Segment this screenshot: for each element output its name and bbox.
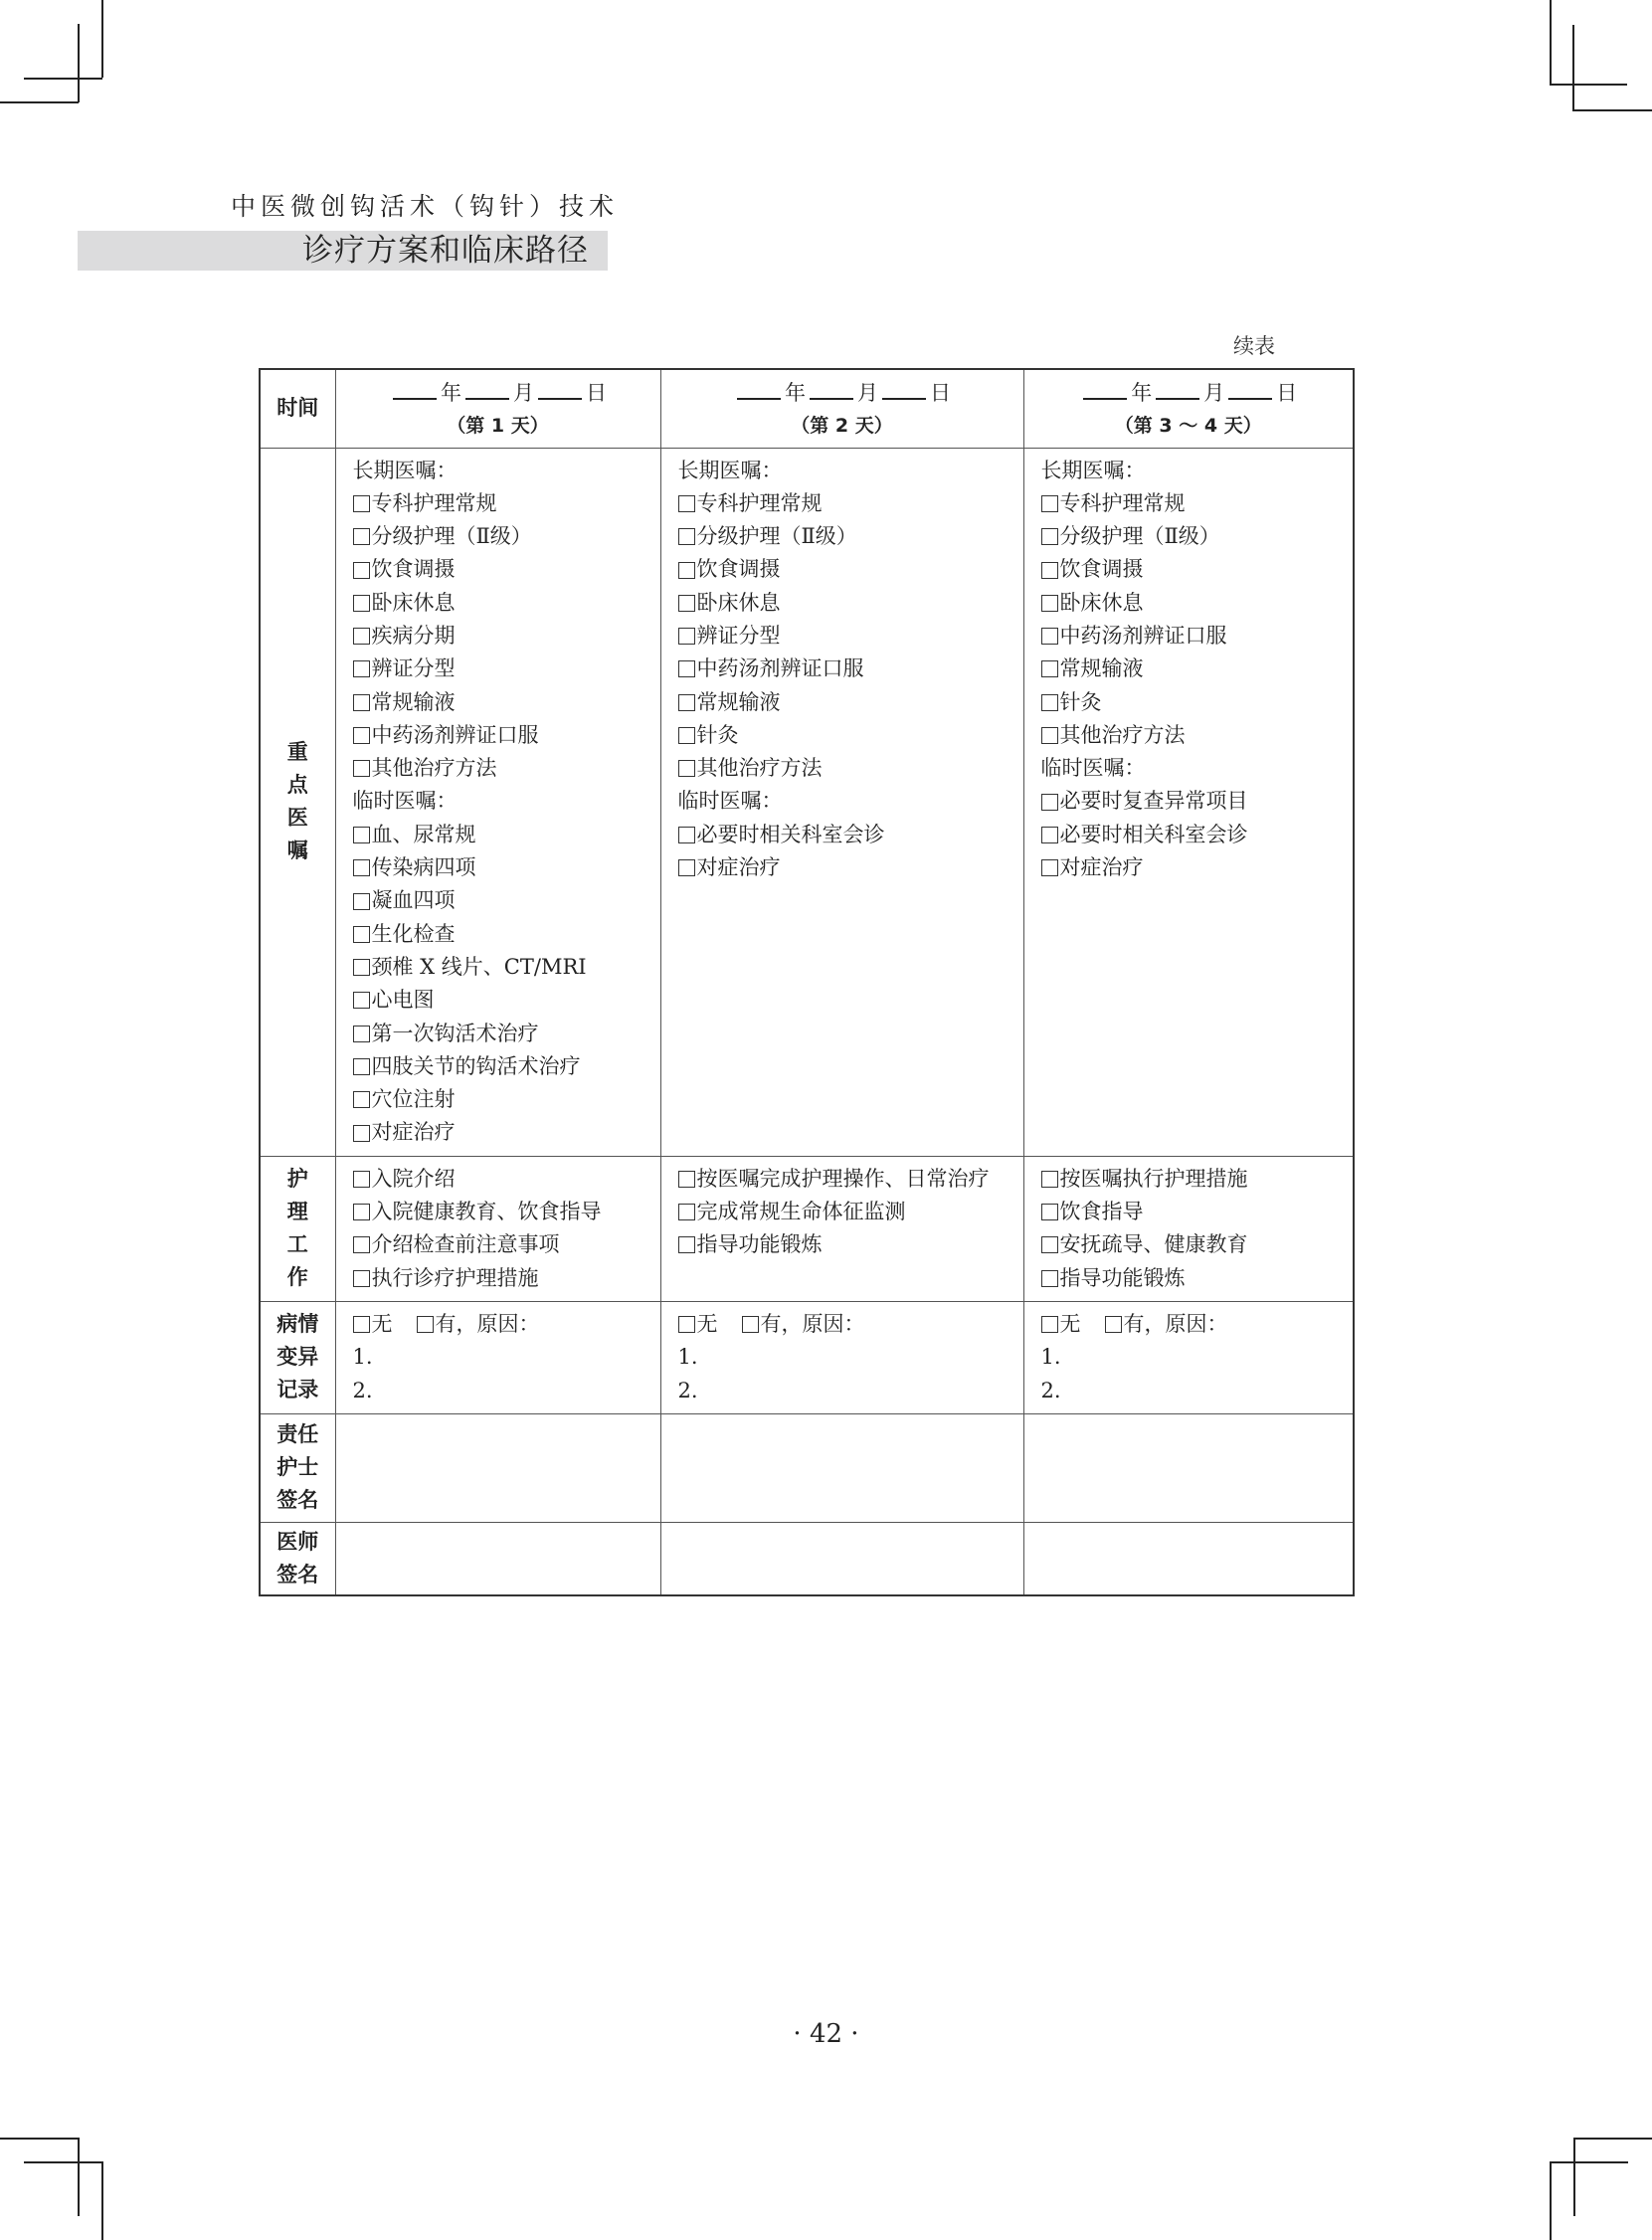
section-heading-label: 长期医嘱：	[352, 458, 458, 482]
nurse-signature-day2[interactable]	[660, 1413, 1023, 1522]
checkbox[interactable]	[353, 694, 370, 711]
checklist-item[interactable]	[353, 1116, 660, 1149]
checklist-item[interactable]	[1041, 553, 1354, 586]
checklist-item[interactable]	[353, 520, 660, 553]
checkbox[interactable]	[353, 959, 370, 976]
checkbox[interactable]	[678, 827, 695, 843]
checklist-item-label: 入院介绍	[371, 1166, 456, 1191]
checklist-item[interactable]	[1041, 686, 1354, 719]
checklist-item-label: 分级护理（Ⅱ级）	[696, 524, 857, 549]
row-label-part: 病情	[276, 1312, 319, 1337]
doctor-signature-day1[interactable]	[335, 1522, 660, 1595]
checkbox[interactable]	[1041, 562, 1058, 579]
checkbox[interactable]	[353, 827, 370, 843]
checkbox[interactable]	[678, 859, 695, 876]
variance-reason-line[interactable]: 2.	[677, 1378, 698, 1402]
day-blank[interactable]	[1228, 376, 1272, 400]
checklist-item[interactable]	[1041, 587, 1354, 620]
row-label-part: 变异	[276, 1345, 319, 1370]
checkbox[interactable]	[353, 1058, 370, 1075]
checkbox[interactable]	[353, 760, 370, 777]
checklist-item-label: 针灸	[696, 722, 739, 747]
checklist-item-label: 辨证分型	[696, 623, 781, 648]
year-blank[interactable]	[737, 376, 781, 400]
checklist-item-label: 心电图	[371, 988, 435, 1013]
checklist-item-label: 疾病分期	[371, 623, 456, 648]
checklist-item-label: 指导功能锻炼	[1059, 1265, 1186, 1290]
key-orders-day2	[660, 448, 1023, 1156]
checklist-item-label: 入院健康教育、饮食指导	[371, 1200, 602, 1224]
checklist-item[interactable]	[678, 520, 1023, 553]
checkbox[interactable]	[1041, 827, 1058, 843]
option-none-label: 无	[371, 1311, 393, 1336]
checklist-item[interactable]	[1041, 1163, 1354, 1196]
checklist-item[interactable]	[678, 587, 1023, 620]
checkbox[interactable]	[353, 1204, 370, 1220]
checkbox[interactable]	[678, 760, 695, 777]
checklist-item[interactable]	[678, 719, 1023, 752]
variance-reason-line[interactable]: 2.	[1040, 1378, 1061, 1402]
checkbox[interactable]	[353, 992, 370, 1009]
row-label-part: 作	[286, 1265, 308, 1290]
checkbox[interactable]	[1041, 660, 1058, 677]
date-header-day2: 年 月 日 （第 2 天）	[660, 369, 1023, 448]
checkbox[interactable]	[353, 1026, 370, 1042]
checklist-item-label: 必要时相关科室会诊	[696, 822, 885, 846]
checkbox[interactable]	[353, 628, 370, 645]
checklist-item-label: 必要时复查异常项目	[1059, 789, 1248, 814]
key-orders-label	[260, 448, 335, 1156]
key-orders-day3-4	[1023, 448, 1354, 1156]
checkbox[interactable]	[353, 859, 370, 876]
checklist-item[interactable]	[353, 984, 660, 1017]
checklist-item-label: 辨证分型	[371, 656, 456, 681]
checklist-item[interactable]	[353, 1083, 660, 1116]
checklist-item-label: 饮食调摄	[696, 557, 781, 582]
checklist-item-label: 颈椎 X 线片、CT/MRI	[371, 954, 587, 979]
checklist-item-label: 专科护理常规	[371, 490, 497, 515]
variance-reason-line[interactable]: 1.	[352, 1345, 373, 1370]
section-heading-label: 长期医嘱：	[1040, 458, 1146, 482]
row-label-part: 护士	[276, 1455, 319, 1480]
section-heading	[1041, 455, 1354, 487]
key-orders-row	[260, 448, 1354, 1156]
checkbox[interactable]	[1041, 859, 1058, 876]
checklist-item[interactable]	[1041, 487, 1354, 520]
checklist-item[interactable]	[353, 653, 660, 685]
checkbox[interactable]	[678, 595, 695, 612]
checklist-item[interactable]	[678, 1228, 1023, 1261]
checklist-item[interactable]	[353, 752, 660, 785]
section-heading	[1041, 752, 1354, 785]
section-heading	[678, 455, 1023, 487]
checkbox[interactable]	[678, 528, 695, 545]
checklist-item-label: 介绍检查前注意事项	[371, 1232, 560, 1257]
option-yes-label: 有，原因：	[435, 1311, 540, 1336]
checkbox[interactable]	[353, 1171, 370, 1188]
nursing-work-row	[260, 1156, 1354, 1301]
day-blank[interactable]	[538, 376, 582, 400]
month-blank[interactable]	[810, 376, 853, 400]
checklist-item-label: 卧床休息	[1059, 590, 1144, 615]
checkbox[interactable]	[1041, 495, 1058, 512]
checkbox[interactable]	[678, 660, 695, 677]
month-blank[interactable]	[1156, 376, 1199, 400]
day-blank[interactable]	[882, 376, 926, 400]
day-label: （第 1 天）	[447, 415, 549, 437]
checkbox-yes[interactable]	[417, 1316, 434, 1333]
checklist-item-label: 凝血四项	[371, 888, 456, 913]
checklist-item[interactable]	[678, 620, 1023, 653]
nursing-work-label	[260, 1156, 335, 1301]
row-label-part: 签名	[276, 1563, 319, 1587]
variance-day2	[660, 1301, 1023, 1413]
checkbox[interactable]	[353, 495, 370, 512]
doctor-signature-day2[interactable]	[660, 1522, 1023, 1595]
checklist-item[interactable]	[678, 1163, 1023, 1196]
variance-reason-line[interactable]: 1.	[677, 1345, 698, 1370]
checkbox-none[interactable]	[678, 1316, 695, 1333]
checklist-item-label: 穴位注射	[371, 1087, 456, 1112]
section-title: 诊疗方案和临床路径	[302, 233, 589, 269]
nurse-signature-label	[260, 1413, 335, 1522]
nurse-signature-day1[interactable]	[335, 1413, 660, 1522]
checkbox[interactable]	[1041, 595, 1058, 612]
checklist-item[interactable]	[678, 752, 1023, 785]
checklist-item-label: 执行诊疗护理措施	[371, 1265, 539, 1290]
checklist-item[interactable]	[678, 653, 1023, 685]
checkbox[interactable]	[1041, 727, 1058, 744]
option-yes-label: 有，原因：	[760, 1311, 865, 1336]
checklist-item-label: 常规输液	[1059, 656, 1144, 681]
checkbox[interactable]	[353, 1236, 370, 1253]
checklist-item[interactable]	[1041, 1228, 1354, 1261]
checklist-item[interactable]	[353, 851, 660, 884]
row-label-part: 医	[286, 806, 308, 831]
checklist-item[interactable]	[1041, 785, 1354, 818]
checklist-item-label: 中药汤剂辨证口服	[1059, 623, 1227, 648]
variance-options	[1041, 1308, 1354, 1341]
continued-label: 续表	[1233, 334, 1275, 358]
day-label: （第 2 天）	[791, 415, 893, 437]
checklist-item-label: 安抚疏导、健康教育	[1059, 1232, 1248, 1257]
month-blank[interactable]	[465, 376, 509, 400]
checklist-item-label: 按医嘱完成护理操作、日常治疗	[696, 1166, 990, 1191]
row-label-part: 责任	[276, 1422, 319, 1447]
checkbox[interactable]	[353, 926, 370, 943]
nursing-day2	[660, 1156, 1023, 1301]
checklist-item[interactable]	[678, 819, 1023, 851]
checklist-item-label: 常规输液	[696, 689, 781, 714]
checklist-item-label: 针灸	[1059, 689, 1102, 714]
checkbox[interactable]	[1041, 628, 1058, 645]
checklist-item[interactable]	[678, 851, 1023, 884]
year-blank[interactable]	[393, 376, 437, 400]
option-yes-label: 有，原因：	[1123, 1311, 1228, 1336]
checklist-item-label: 专科护理常规	[696, 490, 823, 515]
variance-reason-line[interactable]: 2.	[352, 1378, 373, 1402]
year-blank[interactable]	[1083, 376, 1127, 400]
variance-record-label	[260, 1301, 335, 1413]
checklist-item[interactable]	[353, 553, 660, 586]
checklist-item-label: 卧床休息	[371, 590, 456, 615]
doctor-signature-label	[260, 1522, 335, 1595]
checklist-item[interactable]	[353, 951, 660, 984]
key-orders-day1	[335, 448, 660, 1156]
checkbox[interactable]	[1041, 1270, 1058, 1287]
checklist-item-label: 生化检查	[371, 921, 456, 946]
checkbox[interactable]	[1041, 1204, 1058, 1220]
variance-day3-4	[1023, 1301, 1354, 1413]
checklist-item-label: 其他治疗方法	[1059, 722, 1186, 747]
checkbox-yes[interactable]	[1105, 1316, 1122, 1333]
checkbox[interactable]	[678, 628, 695, 645]
checkbox-none[interactable]	[353, 1316, 370, 1333]
section-heading-label: 临时医嘱：	[1040, 756, 1146, 781]
section-heading-label: 临时医嘱：	[352, 789, 458, 814]
header-row	[260, 369, 1354, 448]
section-heading	[353, 785, 660, 818]
section-heading	[353, 455, 660, 487]
day-label: （第 3 ～ 4 天）	[1114, 415, 1262, 437]
checkbox[interactable]	[1041, 1236, 1058, 1253]
nurse-signature-row	[260, 1413, 1354, 1522]
checklist-item-label: 专科护理常规	[1059, 490, 1186, 515]
checkbox[interactable]	[353, 660, 370, 677]
variance-record-row	[260, 1301, 1354, 1413]
checklist-item[interactable]	[353, 620, 660, 653]
checkbox[interactable]	[678, 727, 695, 744]
checklist-item-label: 对症治疗	[371, 1120, 456, 1145]
doctor-signature-day3-4[interactable]	[1023, 1522, 1354, 1595]
checkbox-none[interactable]	[1041, 1316, 1058, 1333]
page-number: · 42 ·	[793, 2019, 859, 2049]
checklist-item-label: 其他治疗方法	[371, 756, 497, 781]
date-header-day1: 年 月 日 （第 1 天）	[335, 369, 660, 448]
checklist-item-label: 分级护理（Ⅱ级）	[371, 524, 532, 549]
checklist-item-label: 第一次钩活术治疗	[371, 1021, 539, 1045]
checklist-item[interactable]	[353, 587, 660, 620]
checklist-item[interactable]	[1041, 520, 1354, 553]
checklist-item-label: 中药汤剂辨证口服	[696, 656, 864, 681]
checklist-item[interactable]	[1041, 620, 1354, 653]
checkbox[interactable]	[353, 1270, 370, 1287]
row-label-part: 医师	[276, 1530, 319, 1555]
checklist-item-label: 传染病四项	[371, 855, 476, 880]
checkbox[interactable]	[1041, 794, 1058, 811]
section-heading	[678, 785, 1023, 818]
checklist-item[interactable]	[353, 1163, 660, 1196]
checklist-item-label: 对症治疗	[696, 855, 781, 880]
checklist-item-label: 饮食调摄	[1059, 557, 1144, 582]
checklist-item[interactable]	[353, 1228, 660, 1261]
checklist-item-label: 指导功能锻炼	[696, 1232, 823, 1257]
row-label-part: 工	[286, 1232, 308, 1257]
option-none-label: 无	[1059, 1311, 1081, 1336]
checklist-item[interactable]	[678, 487, 1023, 520]
checklist-item-label: 血、尿常规	[371, 822, 476, 846]
checkbox[interactable]	[1041, 694, 1058, 711]
option-none-label: 无	[696, 1311, 718, 1336]
checkbox[interactable]	[678, 1236, 695, 1253]
checkbox[interactable]	[353, 562, 370, 579]
checklist-item-label: 其他治疗方法	[696, 756, 823, 781]
checklist-item-label: 必要时相关科室会诊	[1059, 822, 1248, 846]
checklist-item[interactable]	[353, 1018, 660, 1050]
date-header-day3-4: 年 月 日 （第 3 ～ 4 天）	[1023, 369, 1354, 448]
checkbox[interactable]	[353, 727, 370, 744]
checklist-item[interactable]	[678, 553, 1023, 586]
checkbox[interactable]	[353, 893, 370, 910]
variance-options	[353, 1308, 660, 1341]
row-label-part: 签名	[276, 1488, 319, 1513]
checklist-item-label: 对症治疗	[1059, 855, 1144, 880]
checklist-item[interactable]	[353, 918, 660, 951]
checkbox[interactable]	[353, 595, 370, 612]
checklist-item-label: 常规输液	[371, 689, 456, 714]
checklist-item[interactable]	[1041, 851, 1354, 884]
variance-reason-line[interactable]: 1.	[1040, 1345, 1061, 1370]
checklist-item[interactable]	[353, 819, 660, 851]
row-label-part: 重	[286, 740, 308, 765]
checklist-item-label: 四肢关节的钩活术治疗	[371, 1053, 581, 1078]
checkbox[interactable]	[678, 1204, 695, 1220]
row-label-part: 护	[286, 1167, 308, 1192]
checklist-item-label: 完成常规生命体征监测	[696, 1200, 906, 1224]
checklist-item-label: 卧床休息	[696, 590, 781, 615]
checkbox-yes[interactable]	[742, 1316, 759, 1333]
checklist-item[interactable]	[1041, 719, 1354, 752]
variance-day1	[335, 1301, 660, 1413]
time-label: 时间	[260, 369, 335, 448]
checkbox[interactable]	[353, 528, 370, 545]
nurse-signature-day3-4[interactable]	[1023, 1413, 1354, 1522]
variance-options	[678, 1308, 1023, 1341]
row-label-part: 记录	[276, 1378, 319, 1402]
checkbox[interactable]	[678, 562, 695, 579]
checkbox[interactable]	[678, 495, 695, 512]
checklist-item[interactable]	[678, 1196, 1023, 1228]
checklist-item[interactable]	[353, 1262, 660, 1295]
nursing-day1	[335, 1156, 660, 1301]
checkbox[interactable]	[1041, 528, 1058, 545]
row-label-part: 理	[286, 1200, 308, 1224]
checkbox[interactable]	[353, 1091, 370, 1108]
checklist-item[interactable]	[353, 1196, 660, 1228]
row-label-part: 点	[286, 773, 308, 798]
section-heading-label: 长期医嘱：	[677, 458, 783, 482]
checklist-item-label: 按医嘱执行护理措施	[1059, 1166, 1248, 1191]
checklist-item-label: 饮食调摄	[371, 557, 456, 582]
checklist-item-label: 分级护理（Ⅱ级）	[1059, 524, 1220, 549]
checkbox[interactable]	[678, 694, 695, 711]
checklist-item-label: 饮食指导	[1059, 1200, 1144, 1224]
clinical-pathway-table	[259, 368, 1355, 1596]
checklist-item[interactable]	[1041, 653, 1354, 685]
checklist-item[interactable]	[1041, 1262, 1354, 1295]
checkbox[interactable]	[1041, 1171, 1058, 1188]
checklist-item[interactable]	[353, 884, 660, 917]
book-title: 中医微创钩活术（钩针）技术	[231, 192, 620, 221]
checklist-item[interactable]	[1041, 1196, 1354, 1228]
row-label-part: 嘱	[286, 839, 308, 863]
checklist-item[interactable]	[353, 487, 660, 520]
checklist-item[interactable]	[353, 686, 660, 719]
section-heading-label: 临时医嘱：	[677, 789, 783, 814]
checkbox[interactable]	[353, 1125, 370, 1142]
checklist-item-label: 中药汤剂辨证口服	[371, 722, 539, 747]
checklist-item[interactable]	[1041, 819, 1354, 851]
checklist-item[interactable]	[353, 719, 660, 752]
checklist-item[interactable]	[678, 686, 1023, 719]
doctor-signature-row	[260, 1522, 1354, 1595]
checkbox[interactable]	[678, 1171, 695, 1188]
nursing-day3-4	[1023, 1156, 1354, 1301]
checklist-item[interactable]	[353, 1050, 660, 1083]
section-title-bar	[78, 231, 608, 271]
